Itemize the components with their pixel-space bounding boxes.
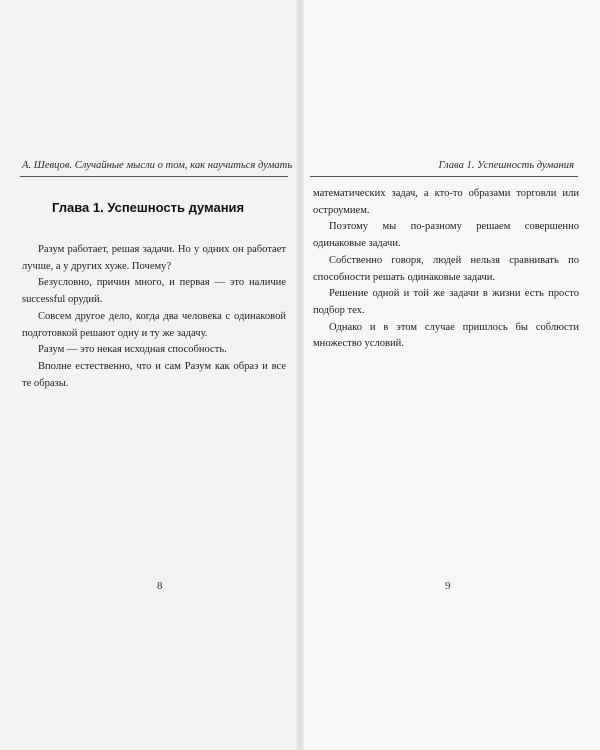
right-page — [300, 0, 600, 750]
left-paragraph-5: Вполне естественно, что и сам Разум как образ и все те образы. — [22, 360, 286, 389]
left-page-number: 8 — [157, 580, 163, 592]
left-paragraph-2: Безусловно, причин много, и первая — это наличие successful орудий. — [22, 277, 286, 306]
left-paragraph-1: Разум работает, решая задачи. Но у одних он работает лучше, а у других хуже. Почему? — [22, 244, 286, 272]
right-paragraph-2: Поэтому мы по-разному решаем совершенно одинаковые задачи. — [313, 221, 579, 250]
left-header-rule — [20, 176, 288, 177]
right-running-head: Глава 1. Успешность думания — [438, 160, 574, 171]
right-paragraph-5: Однако и в этом случае пришлось бы соблюсти множество условий. — [313, 321, 579, 350]
left-running-head: А. Шевцов. Случайные мысли о том, как научиться думать — [22, 160, 293, 171]
left-paragraph-3: Совсем другое дело, когда два человека с одинаковой подготовкой решают одну и ту же задачу. — [22, 310, 286, 339]
left-paragraph-4: Разум — это некая исходная способность. — [38, 344, 227, 356]
right-paragraph-4: Решение одной и той же задачи в жизни есть просто подбор тех. — [313, 288, 579, 316]
right-page-number: 9 — [445, 580, 451, 592]
book-gutter — [296, 0, 304, 750]
chapter-title: Глава 1. Успешность думания — [52, 200, 245, 215]
left-text-column — [22, 242, 286, 392]
right-text-column — [313, 186, 579, 353]
right-paragraph-1: математических задач, а кто-то образами торговли или остроумием. — [313, 188, 579, 216]
right-header-rule — [310, 176, 578, 177]
right-paragraph-3: Собственно говоря, людей нельзя сравнивать по способности решать одинаковые задачи. — [313, 254, 579, 283]
